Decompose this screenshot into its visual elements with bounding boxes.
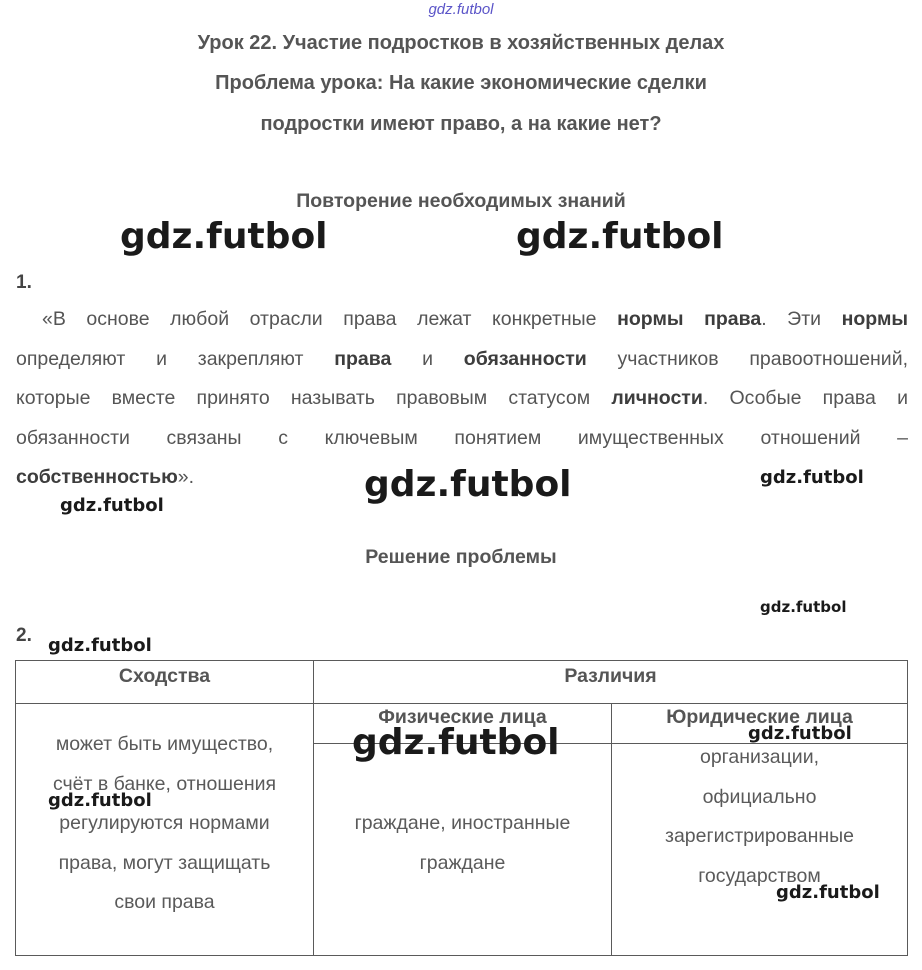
task-number-2: 2. [16,625,32,646]
watermark-large: gdz.futbol [120,216,328,257]
term-duties: обязанности [463,347,587,370]
lesson-title: Урок 22. Участие подростков в хозяйственных делах [197,32,725,54]
cell-line: официально [702,785,817,808]
cell-physical-persons [314,804,611,883]
para-text: определяют и закрепляют [16,347,335,370]
term-norms-of-law: нормы права [617,308,762,330]
task-number-1: 1. [16,272,32,293]
cell-line: зарегистрированные [665,825,854,847]
header-legal-entities: Юридические лица [666,706,853,728]
header-differences: Различия [564,665,657,687]
cell-line: граждане [419,851,506,874]
cell-line: счёт в банке, отношения [52,772,277,795]
watermark-large: gdz.futbol [364,464,572,505]
table-border [15,955,908,956]
watermark-small: gdz.futbol [748,723,852,744]
watermark-small: gdz.futbol [48,635,152,656]
section-solution-title: Решение проблемы [365,546,557,568]
para-text: . Эти [761,308,842,330]
watermark-small: gdz.futbol [48,790,152,811]
watermark-small: gdz.futbol [760,598,847,616]
para-text: ». [177,466,195,488]
term-rights: права [334,347,392,370]
table-border [907,660,908,956]
term-personality: личности [611,387,703,409]
cell-line: организации, [699,746,820,768]
cell-line: свои права [114,891,215,913]
lesson-problem-line1: Проблема урока: На какие экономические сделки [215,72,707,94]
para-text: «В основе любой отрасли права лежат конкретные [42,308,618,330]
para-text: и [391,347,464,370]
cell-similarities [16,725,313,923]
term-norms: нормы [841,308,909,330]
watermark-small: gdz.futbol [776,882,880,903]
watermark-large: gdz.futbol [516,216,724,257]
header-similarities: Сходства [118,665,211,687]
cell-line: государством [698,864,821,887]
table-border [15,660,908,661]
para-text: . Особые права и [702,387,908,409]
para-text: которые вместе принято называть правовым статусом [16,387,612,409]
term-property: собственностью [16,466,178,488]
table-border [15,703,908,704]
watermark-small: gdz.futbol [760,467,864,488]
watermark-large: gdz.futbol [352,722,560,763]
header-physical-persons: Физические лица [378,706,547,728]
para-text: участников правоотношений, [586,347,909,370]
cell-line: права, могут защищать [58,851,271,874]
watermark-small: gdz.futbol [60,495,164,516]
cell-legal-entities [612,738,907,896]
cell-line: регулируются нормами [59,812,270,834]
watermark-top: gdz.futbol [428,1,494,18]
section-review-title: Повторение необходимых знаний [296,190,626,212]
cell-line: граждане, иностранные [354,812,571,834]
cell-line: может быть имущество, [55,733,274,755]
para-text: обязанности связаны с ключевым понятием имущественных отношений – [16,426,908,449]
lesson-problem-line2: подростки имеют право, а на какие нет? [260,113,662,135]
